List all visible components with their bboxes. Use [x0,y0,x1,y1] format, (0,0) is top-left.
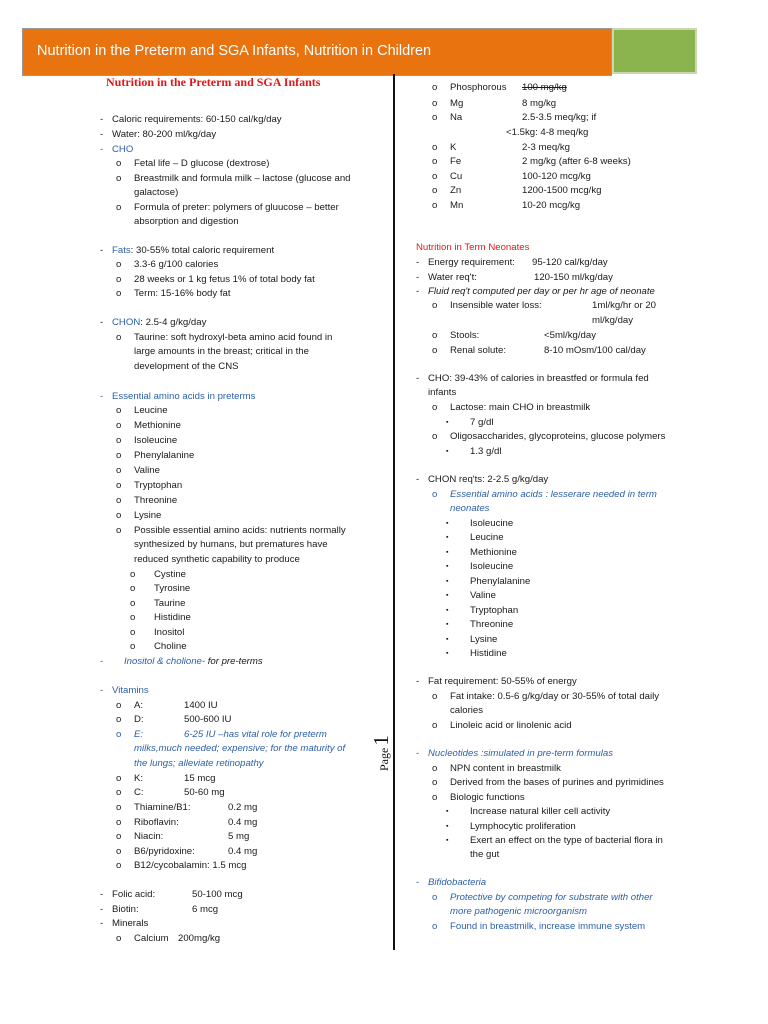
bullet-marker: - [100,656,104,667]
page-number: 1 [369,735,393,746]
bullet-marker: o [432,892,438,903]
bullet-marker: o [116,817,122,828]
bullet-marker: ▪ [446,448,449,455]
text-line: Increase natural killer cell activity [470,806,611,817]
text-line: CHON req'ts: 2-2.5 g/kg/day [428,474,549,485]
text-line: Protective by competing for substrate with other [450,892,653,903]
text-line: Energy requirement: 95-120 cal/kg/day [428,257,608,268]
text-line: infants [428,387,457,398]
text-line: 1.3 g/dl [470,446,502,457]
bullet-marker: ▪ [446,563,449,570]
bullet-marker: ▪ [446,636,449,643]
text-line: Oligosaccharides, glycoproteins, glucose polymers [450,431,666,442]
text-line: the gut [470,849,500,860]
bullet-marker: o [432,142,438,153]
text-line: milks,much needed; expensive; for the maturity of [134,743,346,754]
text-line: Derived from the bases of purines and pyrimidines [450,777,664,788]
bullet-marker: - [100,685,104,696]
text-line: Cystine [154,569,186,580]
text-line: Methionine [470,547,517,558]
text-line: 3.3-6 g/100 calories [134,259,219,270]
text-line: Leucine [470,532,504,543]
text-line: Lysine [134,510,162,521]
bullet-marker: - [416,748,420,759]
bullet-marker: - [416,676,420,687]
text-line: Valine [134,465,160,476]
text-line: Histidine [470,648,507,659]
page-word: Page [377,747,391,771]
bullet-marker: o [432,300,438,311]
text-line: Histidine [154,612,191,623]
bullet-marker: - [100,129,104,140]
text-line: Minerals [112,918,149,929]
text-line: Linoleic acid or linolenic acid [450,720,572,731]
text-line: Fats: 30-55% total caloric requirement [112,245,275,256]
bullet-marker: o [130,569,136,580]
text-line: Choline [154,641,187,652]
bullet-marker: - [100,391,104,402]
text-line: Lymphocytic proliferation [470,821,576,832]
text-line: synthesized by humans, but prematures have [134,539,328,550]
accent-box [612,28,697,74]
text-line: Folic acid: 50-100 mcg [112,889,243,900]
text-line: K 2-3 meq/kg [450,142,570,153]
bullet-marker: - [100,889,104,900]
bullet-marker: ▪ [446,823,449,830]
bullet-marker: o [116,288,122,299]
bullet-marker: o [116,860,122,871]
bullet-marker: o [432,171,438,182]
text-line: ml/kg/day [592,315,634,326]
text-line: Bifidobacteria [428,877,487,888]
text-line: Lysine [470,634,498,645]
text-line: more pathogenic microorganism [450,906,588,917]
text-line: Taurine [154,598,186,609]
bullet-marker: o [116,846,122,857]
text-line: Methionine [134,420,181,431]
text-line: C: 50-60 mg [134,787,225,798]
text-line: Found in breastmilk, increase immune system [450,921,646,932]
text-line: Nucleotides :simulated in pre-term formulas [428,748,614,759]
text-line: Tryptophan [470,605,519,616]
bullet-marker: ▪ [446,578,449,585]
text-line: Fetal life – D glucose (dextrose) [134,158,270,169]
text-line: Inositol [154,627,185,638]
text-line: Tyrosine [154,583,191,594]
bullet-marker: o [116,274,122,285]
title-banner [22,28,612,76]
bullet-marker: ▪ [446,837,449,844]
text-line: large amounts in the breast; critical in the [134,346,309,357]
text-line: Tryptophan [134,480,183,491]
bullet-marker: o [130,583,136,594]
bullet-marker: - [100,114,104,125]
bullet-marker: o [116,173,122,184]
text-line: Isoleucine [134,435,178,446]
bullet-marker: o [432,691,438,702]
text-line: Essential amino acids : lesserare needed in term [450,489,657,500]
bullet-marker: o [432,792,438,803]
text-line: B12/cycobalamin: 1.5 mcg [134,860,247,871]
bullet-marker: o [116,773,122,784]
text-line: 7 g/dl [470,417,494,428]
text-line: Fat intake: 0.5-6 g/kg/day or 30-55% of total daily [450,691,660,702]
bullet-marker: o [432,921,438,932]
text-line: Biologic functions [450,792,525,803]
bullet-marker: - [100,904,104,915]
text-line: Caloric requirements: 60-150 cal/kg/day [112,114,282,125]
bullet-marker: o [116,933,122,944]
bullet-marker: o [116,420,122,431]
bullet-marker: - [100,317,104,328]
bullet-marker: o [130,641,136,652]
text-line: Niacin: 5 mg [134,831,250,842]
bullet-marker: o [116,714,122,725]
text-line: Isoleucine [470,518,514,529]
bullet-marker: o [432,98,438,109]
bullet-marker: o [116,729,122,740]
bullet-marker: o [432,112,438,123]
text-line: Mg 8 mg/kg [450,98,557,109]
bullet-marker: o [130,612,136,623]
text-line: Stools: <5ml/kg/day [450,330,596,341]
text-line: Biotin: 6 mcg [112,904,219,915]
text-line: CHON: 2.5-4 g/kg/day [112,317,207,328]
text-line: Exert an effect on the type of bacterial flora in [470,835,663,846]
bullet-marker: o [116,332,122,343]
bullet-marker: o [432,777,438,788]
bullet-marker: o [432,345,438,356]
bullet-marker: o [432,720,438,731]
bullet-marker: o [432,431,438,442]
text-line: E: 6-25 IU –has vital role for preterm [134,729,327,740]
bullet-marker: o [116,259,122,270]
text-line: K: 15 mcg [134,773,216,784]
text-line: Calcium 200mg/kg [134,933,221,944]
bullet-marker: ▪ [446,592,449,599]
text-line: Formula of preter: polymers of gluucose – better [134,202,339,213]
text-line: development of the CNS [134,361,239,372]
bullet-marker: o [432,200,438,211]
text-line: <1.5kg: 4-8 meq/kg [506,127,589,138]
text-line: Threonine [134,495,178,506]
text-line: Isoleucine [470,561,514,572]
bullet-marker: o [130,627,136,638]
text-line: Cu 100-120 mcg/kg [450,171,591,182]
text-line: 28 weeks or 1 kg fetus 1% of total body fat [134,274,315,285]
bullet-marker: - [100,918,104,929]
text-line: Taurine: soft hydroxyl-beta amino acid found in [134,332,333,343]
text-line: Valine [470,590,496,601]
text-line: Thiamine/B1: 0.2 mg [134,802,258,813]
text-line: Nutrition in Term Neonates [416,242,530,253]
bullet-marker: ▪ [446,549,449,556]
bullet-marker: ▪ [446,808,449,815]
text-line: absorption and digestion [134,216,239,227]
text-line: Threonine [470,619,514,630]
text-line: Breastmilk and formula milk – lactose (glucose and [134,173,351,184]
text-line: A: 1400 IU [134,700,218,711]
text-line: Fluid req't computed per day or per hr age of neonate [428,286,655,297]
text-line: Vitamins [112,685,149,696]
bullet-marker: o [116,510,122,521]
bullet-marker: o [116,525,122,536]
bullet-marker: o [116,158,122,169]
bullet-marker: o [116,787,122,798]
text-line: Phenylalanine [470,576,531,587]
text-line: B6/pyridoxine: 0.4 mg [134,846,258,857]
bullet-marker: o [116,495,122,506]
bullet-marker: - [416,474,420,485]
bullet-marker: o [116,700,122,711]
text-line: Mn 10-20 mcg/kg [450,200,581,211]
text-line: CHO [112,144,134,155]
section-heading-preterm: Nutrition in the Preterm and SGA Infants [106,75,321,89]
text-line: Term: 15-16% body fat [134,288,231,299]
bullet-marker: ▪ [446,650,449,657]
text-line: Inositol & cholione- for pre-terms [124,656,263,667]
bullet-marker: ▪ [446,621,449,628]
text-line: Water req't: 120-150 ml/kg/day [428,272,613,283]
bullet-marker: o [116,202,122,213]
text-line: Renal solute: 8-10 mOsm/100 cal/day [450,345,646,356]
text-line: calories [450,705,484,716]
text-line: NPN content in breastmilk [450,763,561,774]
text-line: CHO: 39-43% of calories in breastfed or formula fed [428,373,649,384]
text-line: Fat requirement: 50-55% of energy [428,676,577,687]
text-line: Possible essential amino acids: nutrients normally [134,525,346,536]
text-line: D: 500-600 IU [134,714,232,725]
bullet-marker: o [116,480,122,491]
bullet-marker: ▪ [446,534,449,541]
bullet-marker: o [116,802,122,813]
bullet-marker: - [416,877,420,888]
bullet-marker: o [432,185,438,196]
bullet-marker: - [100,245,104,256]
bullet-marker: o [432,82,438,93]
text-line: Insensible water loss: 1ml/kg/hr or 20 [450,300,656,311]
text-line: Phenylalanine [134,450,195,461]
document-title: Nutrition in the Preterm and SGA Infants, Nutrition in Children [37,43,432,59]
bullet-marker: ▪ [446,419,449,426]
bullet-marker: - [416,272,420,283]
bullet-marker: o [116,435,122,446]
text-line: the lungs; alleviate retinopathy [134,758,264,769]
text-line: Zn 1200-1500 mcg/kg [450,185,602,196]
page-number-label [369,735,409,771]
text-line: neonates [450,503,490,514]
bullet-marker: - [416,373,420,384]
text-line: Na 2.5-3.5 meq/kg; if [450,112,597,123]
text-line: Lactose: main CHO in breastmilk [450,402,591,413]
text-line: Leucine [134,405,168,416]
bullet-marker: o [116,450,122,461]
text-line: Phosphorous 100 mg/kg [450,82,567,93]
bullet-marker: - [416,257,420,268]
bullet-marker: o [116,465,122,476]
bullet-marker: o [432,156,438,167]
bullet-marker: ▪ [446,607,449,614]
text-line: Essential amino acids in preterms [112,391,256,402]
bullet-marker: - [416,286,420,297]
text-line: Fe 2 mg/kg (after 6-8 weeks) [450,156,631,167]
bullet-marker: - [100,144,104,155]
bullet-marker: o [432,489,438,500]
bullet-marker: o [116,831,122,842]
bullet-marker: o [130,598,136,609]
text-line: Water: 80-200 ml/kg/day [112,129,217,140]
bullet-marker: ▪ [446,520,449,527]
column-divider [393,74,395,950]
bullet-marker: o [432,402,438,413]
text-line: reduced synthetic capability to produce [134,554,300,565]
bullet-marker: o [116,405,122,416]
bullet-marker: o [432,330,438,341]
bullet-marker: o [432,763,438,774]
text-line: Riboflavin: 0.4 mg [134,817,258,828]
text-line: galactose) [134,187,179,198]
